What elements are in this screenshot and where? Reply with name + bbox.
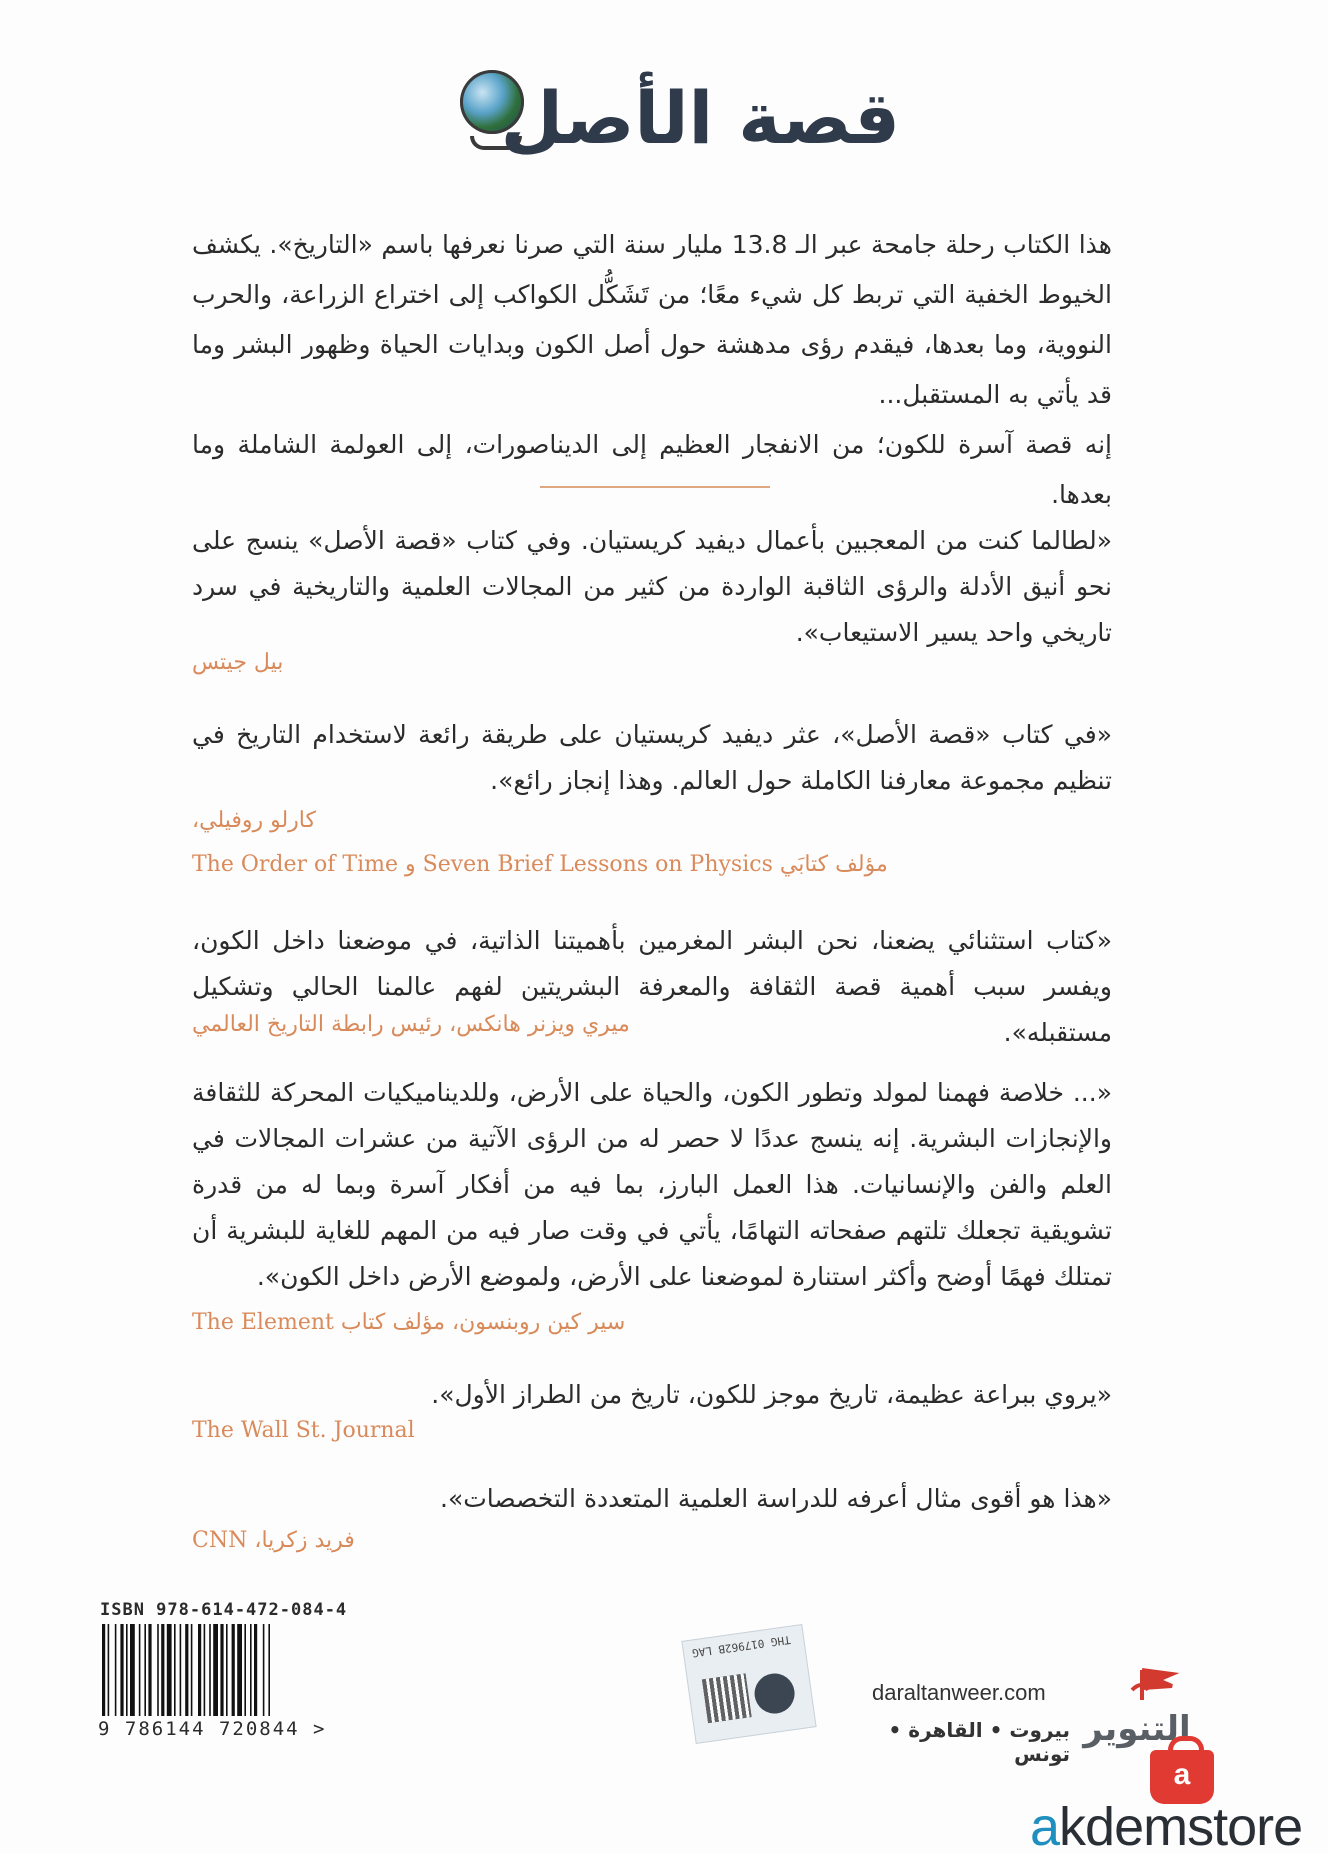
barcode-number: 9 786144 720844 > [98,1718,327,1740]
quote-text: «كتاب استثنائي يضعنا، نحن البشر المغرمين بأهميتنا الذاتية، في موضعنا داخل الكون، ويفسر سبب أهمية قصة الثقافة والمعرفة البشريتين لفهم عالمنا الحالي وتشكيل مستقبله». [192,926,1112,1047]
intro-text [192,220,1112,520]
barcode-bar [191,1624,193,1716]
store-name-a: a [1030,1797,1060,1857]
barcode-bar [254,1624,257,1716]
store-name-rest: kdemstore [1059,1797,1303,1857]
barcode [100,1624,334,1716]
isbn-label: ISBN 978-614-472-084-4 [100,1600,348,1620]
barcode-bar [157,1624,159,1716]
barcode-bar [204,1624,206,1716]
barcode-bar [244,1624,246,1716]
quote-author: فريد زكريا، CNN [192,1528,355,1553]
barcode-bar [180,1624,182,1716]
quote-author: سير كين روبنسون، مؤلف كتاب The Element [192,1310,626,1335]
barcode-bar [148,1624,151,1716]
barcode-bar [126,1624,128,1716]
barcode-bar [263,1624,265,1716]
publisher-logo-text: التنوير [1083,1709,1191,1749]
book-title: قصة الأصل [500,76,900,160]
barcode-bar [268,1624,270,1716]
quote-text: «في كتاب «قصة الأصل»، عثر ديفيد كريستيان على طريقة رائعة لاستخدام التاريخ في تنظيم مجموعة معارفنا الكاملة حول العالم. وهذا إنجاز رائع». [192,720,1112,795]
barcode-bar [102,1624,105,1716]
divider [540,486,770,488]
quote-text: «هذا هو أقوى مثال أعرفه للدراسة العلمية المتعددة التخصصات». [440,1484,1112,1513]
barcode-bar [120,1624,123,1716]
barcode-bar [167,1624,172,1716]
barcode-bar [209,1624,211,1716]
publisher-url: daraltanweer.com [872,1680,1046,1705]
store-watermark [1030,1796,1302,1858]
intro-paragraph: إنه قصة آسرة للكون؛ من الانفجار العظيم إلى الديناصورات، إلى العولمة الشاملة وما بعدها. [192,430,1112,509]
quote-author: كارلو روفيلي، [192,808,316,833]
quote-author: ميري ويزنر هانكس، رئيس رابطة التاريخ العالمي [192,1012,630,1037]
barcode-bar [174,1624,176,1716]
title-block [440,60,900,180]
security-sticker [681,1624,816,1744]
barcode-bar [185,1624,188,1716]
barcode-bar [237,1624,242,1716]
barcode-bar [115,1624,117,1716]
store-icon-letter: a [1173,1758,1191,1791]
quote-author: بيل جيتس [192,650,284,675]
qr-code-icon [702,1673,752,1723]
barcode-bar [232,1624,235,1716]
barcode-bar [161,1624,164,1716]
intro-paragraph: هذا الكتاب رحلة جامحة عبر الـ 13.8 مليار سنة التي صرنا نعرفها باسم «التاريخ». يكشف الخيوط الخفية التي تربط كل شيء معًا؛ من تَشَكُّل الكواكب إلى اختراع الزراعة، والحرب النووية، وما بعدها، فيقدم رؤى مدهشة حول أصل الكون وبدايات الحياة وظهور البشر وما قد يأتي به المستقبل... [192,230,1112,409]
barcode-bar [220,1624,223,1716]
quote-author-note: مؤلف كتابَي Seven Brief Lessons on Physics و The Order of Time [192,852,888,877]
barcode-bar [250,1624,252,1716]
quote-text: «لطالما كنت من المعجبين بأعمال ديفيد كريستيان. وفي كتاب «قصة الأصل» ينسج على نحو أنيق الأدلة والرؤى الثاقبة الواردة من كثير من المجالات العلمية والتاريخية في سرد تاريخي واحد يسير الاستيعاب». [192,526,1112,647]
hologram-seal-icon [752,1671,797,1716]
quote-author: The Wall St. Journal [192,1418,415,1443]
barcode-bar [139,1624,141,1716]
sticker-code: THG 017962B LAG [691,1632,792,1660]
barcode-bar [213,1624,218,1716]
barcode-bar [108,1624,110,1716]
barcode-bar [130,1624,135,1716]
quote-text: «... خلاصة فهمنا لمولد وتطور الكون، والحياة على الأرض، وللديناميكيات المحركة للثقافة والإنجازات البشرية. إنه ينسج عددًا لا حصر له من الرؤى الآتية من عشرات المجالات في العلم والفن والإنسانيات. هذا العمل البارز، بما فيه من أفكار آسرة وبما له من قدرة تشويقية تجعلك تلتهم صفحاته التهامًا، يأتي في وقت صار فيه من المهم للغاية للبشرية أن تمتلك فهمًا أوضح وأكثر استنارة لموضعنا على الأرض، ولموضع الأرض داخل الكون». [192,1078,1112,1291]
barcode-bar [144,1624,146,1716]
quote-text: «يروي ببراعة عظيمة، تاريخ موجز للكون، تاريخ من الطراز الأول». [431,1380,1112,1409]
barcode-bar [198,1624,201,1716]
publisher-cities: بيروت • القاهرة • تونس [888,1718,1070,1766]
barcode-bar [226,1624,228,1716]
